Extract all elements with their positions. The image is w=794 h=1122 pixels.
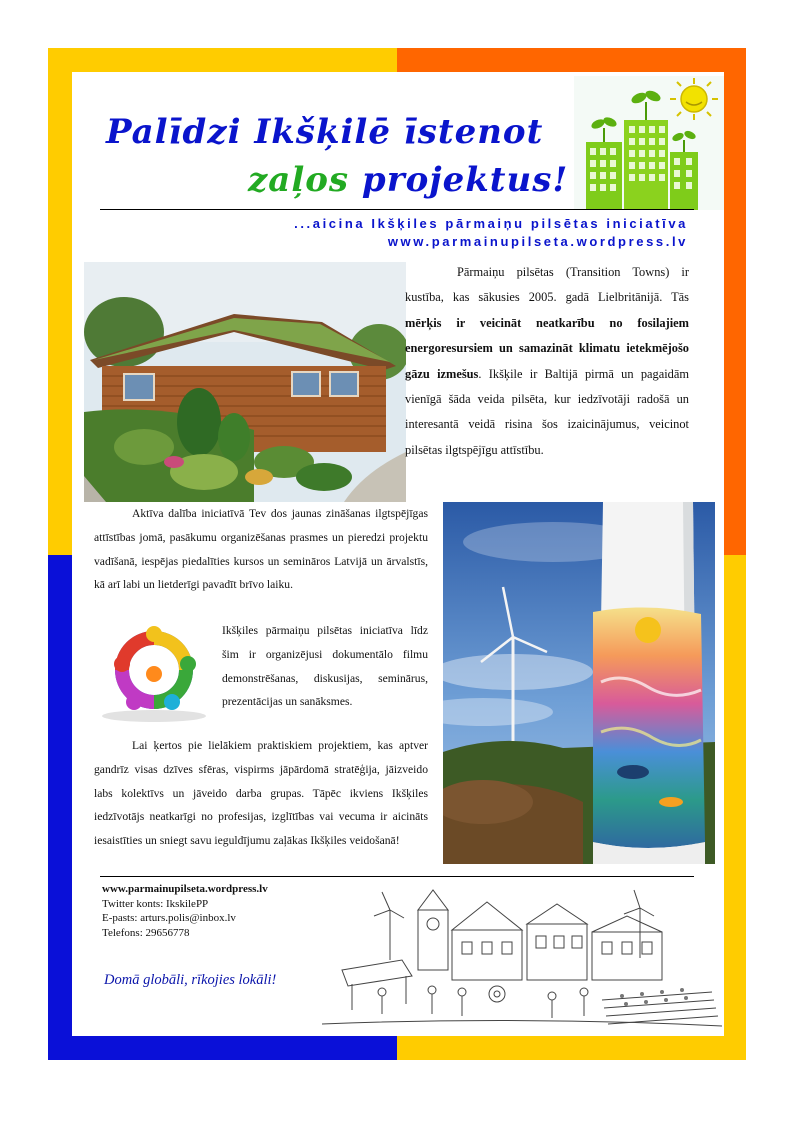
title-line-2-rest: projektus! — [349, 160, 569, 200]
call-to-action-paragraph: Lai ķertos pie lielākiem praktiskiem projektiem, kas aptver gandrīz visas dzīves sfēras, vispirms jāpārdomā stratēģija, jāizveido labs kolektīvs un jāveido darba grupas. Tāpēc ikviens Ikšķiles iedzīvotājs neatkarīgi no profesijas, izglītības vai vecuma ir aicināts iesaistīties un sniegt savu ieguldījumu zaļākas Ikšķiles veidošanā! — [94, 739, 428, 848]
intro-text-bold: mērķis ir veicināt neatkarību no fosilajiem energoresursiem un samazināt klimatu ietekmējošo gāzu izmešus — [405, 315, 689, 381]
phone-number: Telefons: 29656778 — [102, 926, 190, 939]
activities-paragraph: Ikšķiles pārmaiņu pilsētas iniciatīva līdz šim ir organizējusi dokumentālo filmu demonstrēšanas, diskusijas, seminārus, prezentācijas un sanāksmes. — [222, 624, 428, 709]
town-sketch-graphic — [322, 880, 722, 1030]
intro-text-end: . Ikšķile ir Baltijā pirmā un pagaidām vienīgā šāda veida pilsēta, kur iedzīvotāji radošā un interesantā veidā risina šos izaicinājumus, veicinot pilsētas ilgtspējīgu attīstību. — [405, 366, 689, 457]
people-circle-graphic — [92, 624, 216, 724]
tagline: ...aicina Ikšķiles pārmaiņu pilsētas iniciatīva — [294, 216, 688, 231]
footer-divider — [100, 876, 694, 877]
footer-website-link[interactable]: www.parmainupilseta.wordpress.lv — [102, 883, 268, 895]
intro-text-start: Pārmaiņu pilsētas (Transition Towns) ir kustība, kas sākusies 2005. gadā Lielbritānijā. Tās — [405, 265, 689, 305]
title-green-word: zaļos — [248, 160, 350, 200]
contact-block — [102, 882, 268, 940]
header-divider — [100, 209, 694, 210]
header-website-link[interactable]: www.parmainupilseta.wordpress.lv — [387, 234, 688, 249]
title-line-2 — [248, 160, 568, 200]
intro-paragraph — [405, 260, 689, 463]
title-line-1: Palīdzi Ikšķilē īstenot — [106, 112, 544, 152]
wind-turbine-photo — [443, 502, 715, 864]
green-buildings-sun-graphic — [574, 76, 724, 210]
flyer-page — [72, 72, 724, 1036]
email-address[interactable]: E-pasts: arturs.polis@inbox.lv — [102, 912, 236, 925]
participation-paragraph: Aktīva dalība iniciatīvā Tev dos jaunas zināšanas ilgtspējīgas attīstības jomā, pasākumu organizēšanas prasmes un pieredzi projektu vadīšanā, iespējas piedalīties kursos un semināros Latvijā un ārvalstīs, kā arī labi un lietderīgi pavadīt brīvo laiku. — [94, 507, 428, 592]
house-photo — [84, 262, 406, 502]
twitter-account: Twitter konts: IkskilePP — [102, 897, 209, 910]
motto: Domā globāli, rīkojies lokāli! — [104, 972, 277, 988]
